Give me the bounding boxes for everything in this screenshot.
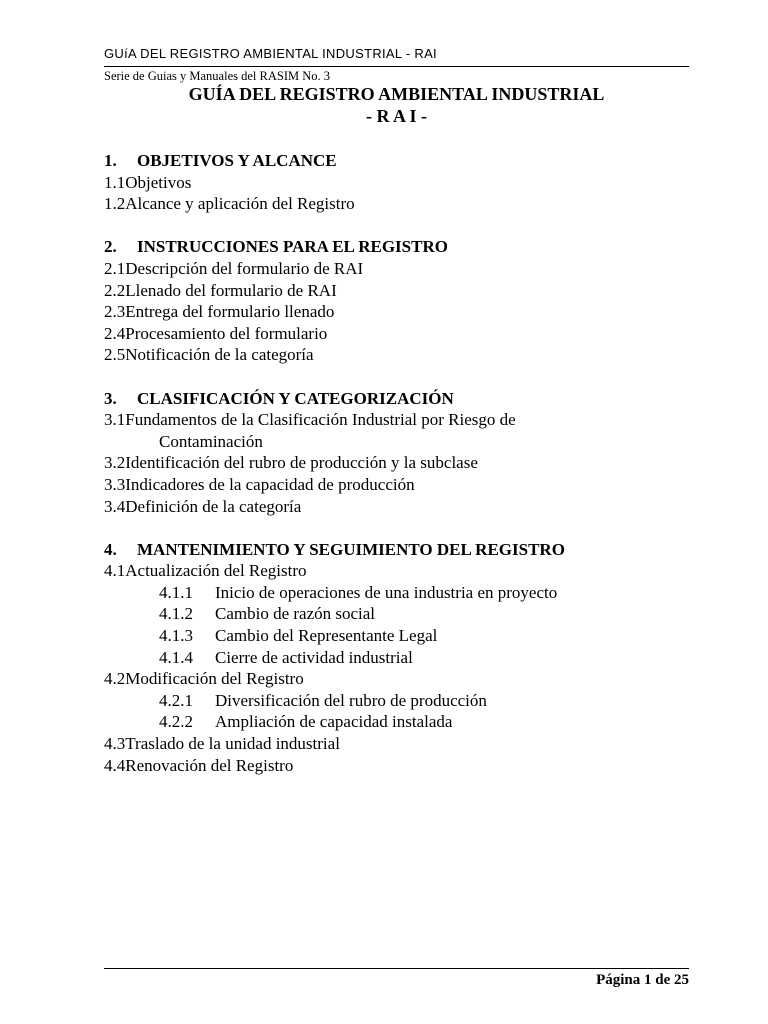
item-number: 2.2	[104, 280, 126, 300]
section-number: 2.	[104, 237, 117, 257]
toc-item	[104, 755, 704, 777]
series-line: Serie de Guias y Manuales del RASIM No. 3	[104, 69, 331, 83]
item-number: 2.3	[104, 302, 126, 322]
item-text: Renovación del Registro	[125, 755, 294, 775]
item-text: Inicio de operaciones de una industria en proyecto	[215, 582, 558, 602]
item-number: 2.4	[104, 323, 126, 343]
item-number: 4.2.1	[159, 690, 193, 710]
item-number: 4.1.1	[159, 582, 193, 602]
page-number: Página 1 de 25	[596, 972, 689, 988]
item-text: Entrega del formulario llenado	[125, 302, 335, 322]
item-text: Alcance y aplicación del Registro	[125, 194, 355, 214]
toc-item	[104, 668, 704, 690]
section-heading	[104, 236, 704, 258]
toc-subitem	[104, 582, 704, 604]
item-text: Objetivos	[125, 172, 192, 192]
item-number: 4.4	[104, 755, 126, 775]
item-text: Cierre de actividad industrial	[215, 647, 413, 667]
item-text: Definición de la categoría	[125, 496, 302, 516]
table-of-contents	[104, 150, 704, 776]
item-text: Notificación de la categoría	[125, 345, 314, 365]
toc-subitem	[104, 603, 704, 625]
item-number: 2.5	[104, 345, 126, 365]
document-subtitle: - R A I -	[365, 106, 427, 126]
toc-item	[104, 496, 704, 518]
toc-item	[104, 733, 704, 755]
toc-item	[104, 323, 704, 345]
section-heading	[104, 388, 704, 410]
item-text: Fundamentos de la Clasificación Industrial por Riesgo de	[125, 410, 516, 430]
running-header: GUíA DEL REGISTRO AMBIENTAL INDUSTRIAL - RAI	[104, 46, 437, 61]
toc-item	[104, 172, 704, 194]
item-text: Procesamiento del formulario	[125, 323, 328, 343]
header-rule	[104, 66, 689, 67]
item-text: Descripción del formulario de RAI	[125, 258, 364, 278]
toc-item-continuation: Contaminación	[159, 431, 263, 451]
section-number: 1.	[104, 151, 117, 170]
toc-item	[104, 474, 704, 496]
item-number: 3.3	[104, 474, 126, 494]
item-text: Cambio de razón social	[215, 604, 376, 624]
toc-item	[104, 560, 704, 582]
toc-item	[104, 344, 704, 366]
item-number: 1.1	[104, 172, 126, 192]
toc-item	[104, 301, 704, 323]
document-title: GUÍA DEL REGISTRO AMBIENTAL INDUSTRIAL	[188, 84, 605, 104]
toc-subitem	[104, 690, 704, 712]
item-number: 2.1	[104, 258, 126, 278]
toc-subitem	[104, 647, 704, 669]
item-text: Diversificación del rubro de producción	[215, 690, 487, 710]
toc-item	[104, 452, 704, 474]
item-text: Indicadores de la capacidad de producción	[125, 474, 415, 494]
item-number: 4.1.2	[159, 604, 193, 624]
toc-item	[104, 280, 704, 302]
item-number: 4.1.4	[159, 647, 193, 667]
section-number: 3.	[104, 388, 117, 408]
toc-subitem	[104, 711, 704, 733]
section-title: CLASIFICACIÓN Y CATEGORIZACIÓN	[137, 388, 454, 408]
section-title: OBJETIVOS Y ALCANCE	[137, 151, 337, 170]
toc-item	[104, 409, 704, 431]
item-number: 4.1	[104, 561, 126, 581]
item-text: Modificación del Registro	[125, 669, 304, 689]
item-number: 4.3	[104, 734, 126, 754]
section-title: MANTENIMIENTO Y SEGUIMIENTO DEL REGISTRO	[137, 539, 565, 559]
section-heading	[104, 539, 704, 561]
toc-item	[104, 193, 704, 215]
toc-subitem	[104, 625, 704, 647]
item-text: Identificación del rubro de producción y la subclase	[125, 453, 478, 473]
section-number: 4.	[104, 539, 117, 559]
section-title: INSTRUCCIONES PARA EL REGISTRO	[137, 237, 448, 257]
section-heading	[104, 150, 704, 172]
item-number: 3.2	[104, 453, 126, 473]
item-text: Ampliación de capacidad instalada	[215, 712, 453, 732]
item-number: 4.1.3	[159, 626, 193, 646]
item-number: 4.2.2	[159, 712, 193, 732]
item-number: 4.2	[104, 669, 126, 689]
toc-item	[104, 258, 704, 280]
item-number: 3.1	[104, 410, 126, 430]
item-text: Traslado de la unidad industrial	[125, 734, 340, 754]
item-text: Actualización del Registro	[125, 561, 307, 581]
footer-rule	[104, 968, 689, 969]
item-text: Cambio del Representante Legal	[215, 626, 438, 646]
item-text: Llenado del formulario de RAI	[125, 280, 337, 300]
item-number: 1.2	[104, 194, 126, 214]
item-number: 3.4	[104, 496, 126, 516]
